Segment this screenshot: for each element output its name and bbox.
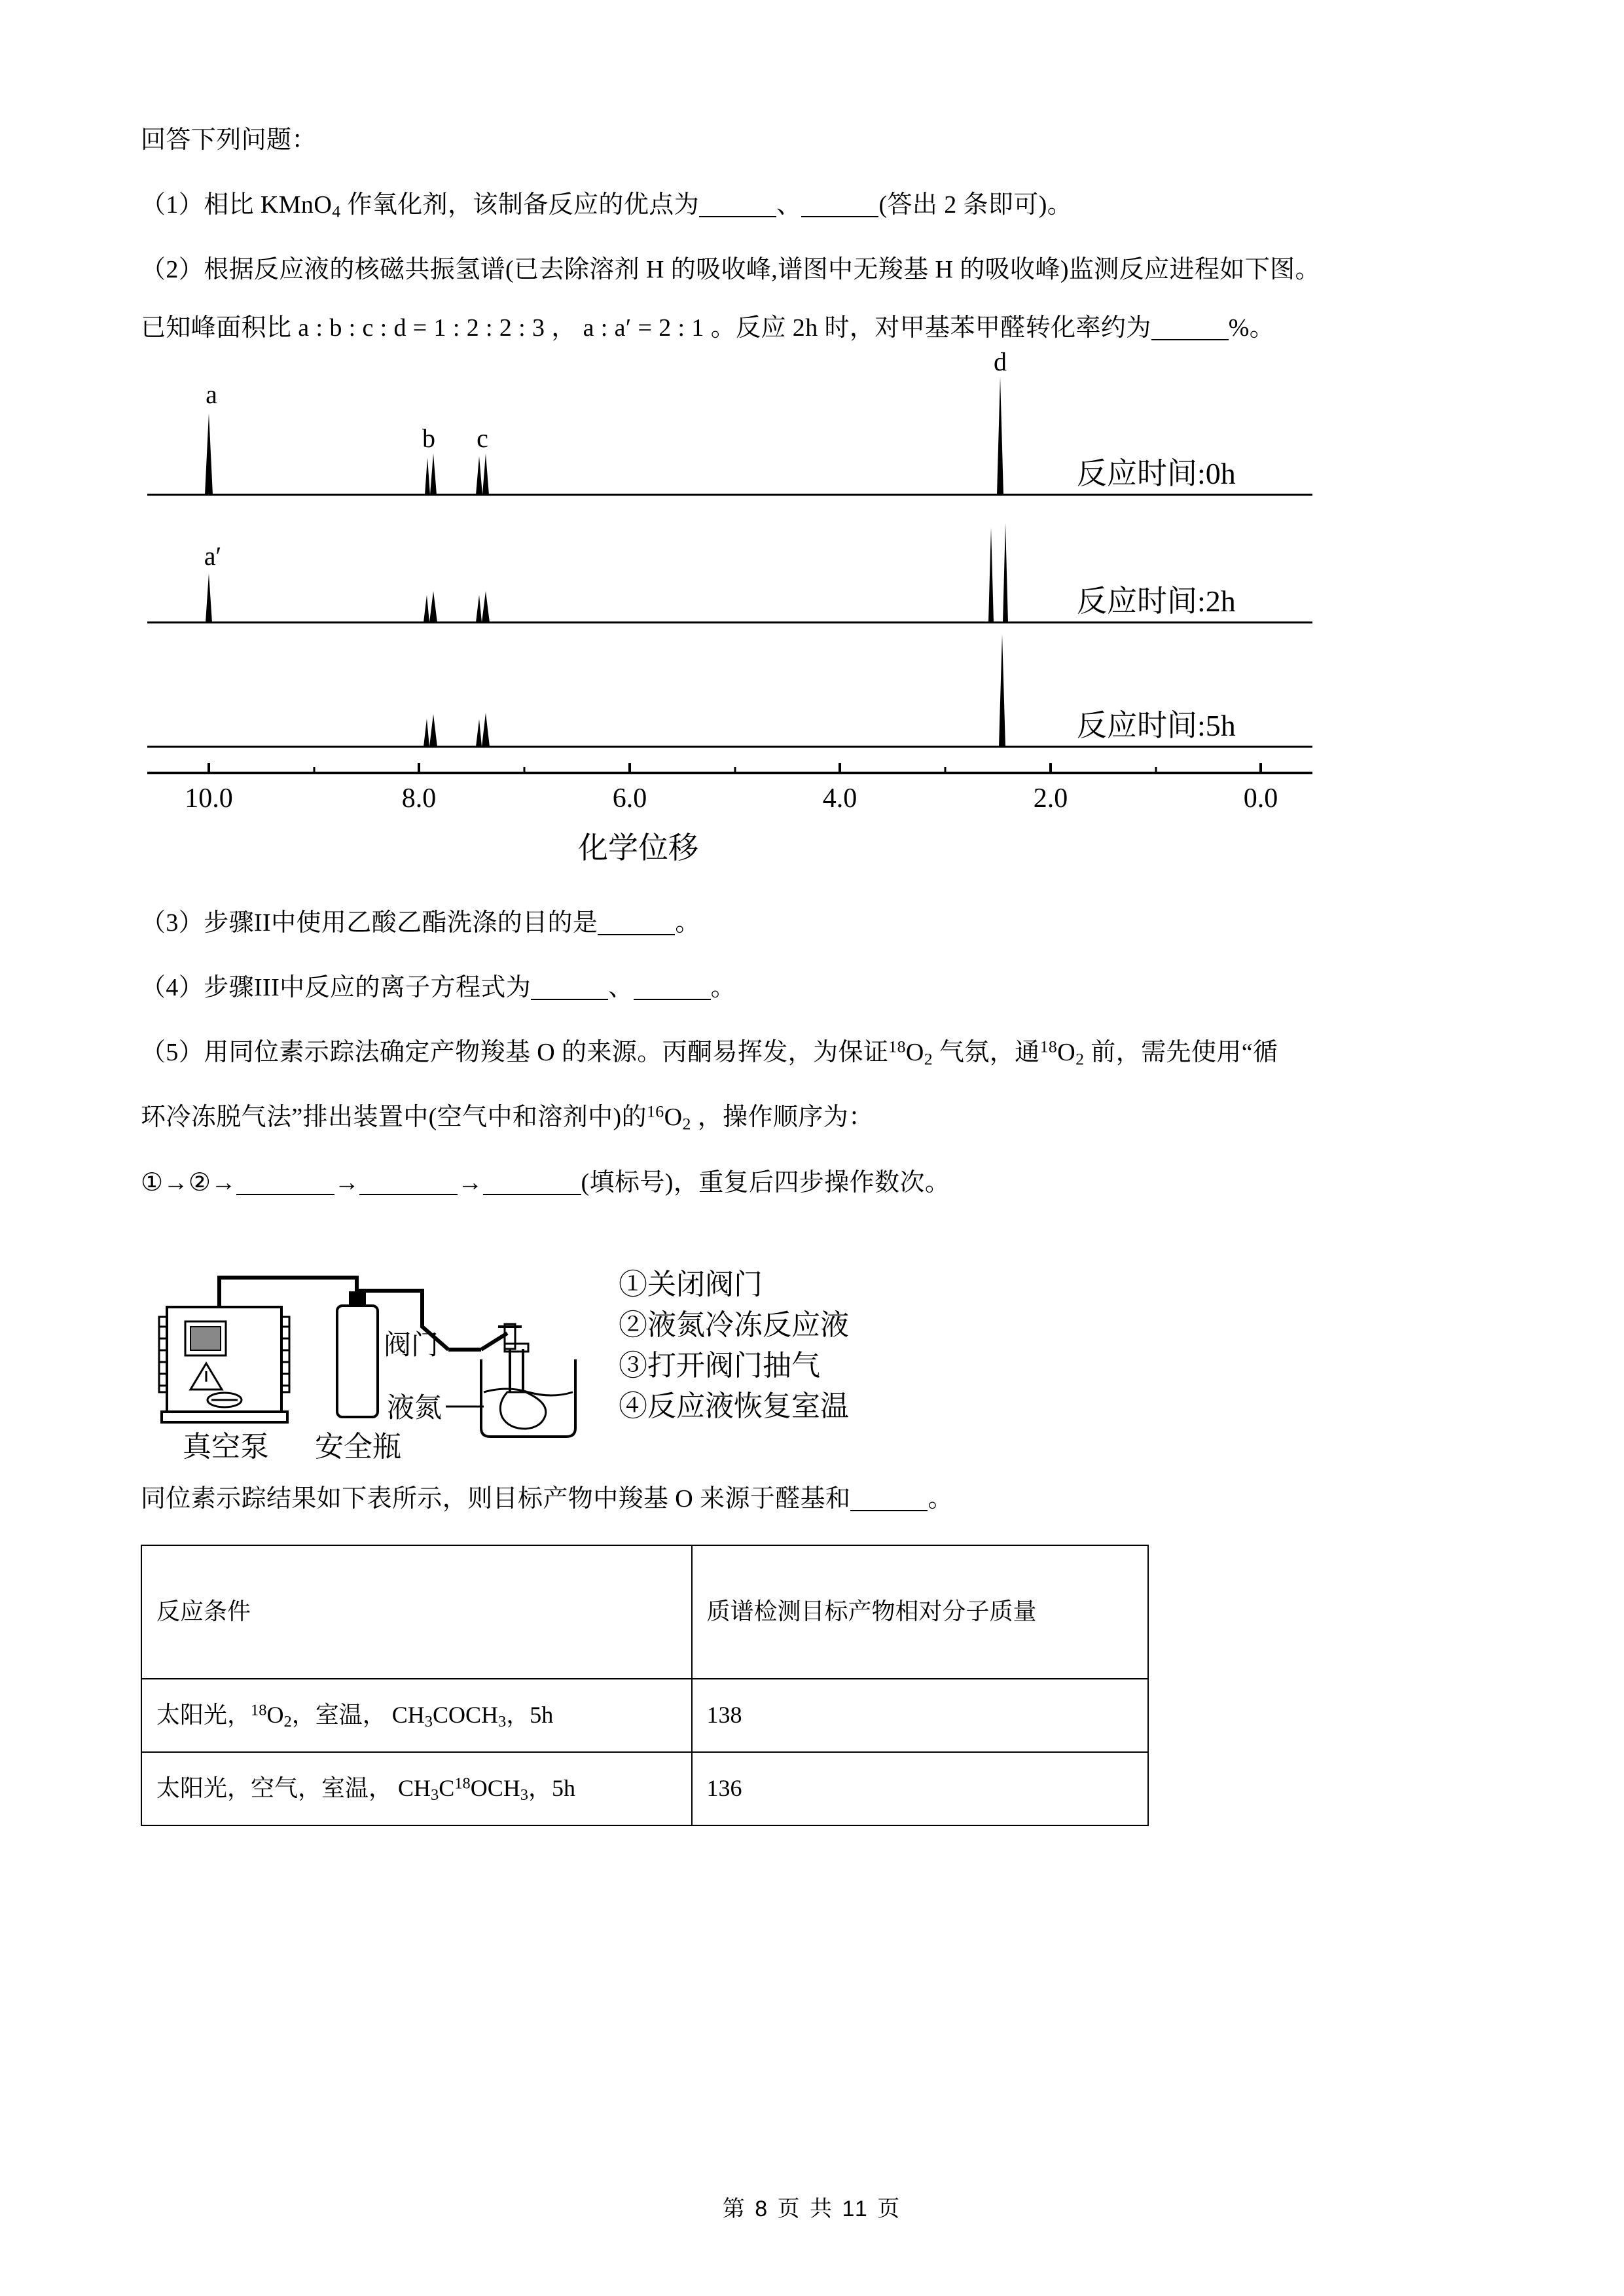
nmr-trace-2h [147, 523, 1312, 622]
xtick-8: 8.0 [401, 783, 437, 814]
peak-label-a-prime: a′ [204, 541, 222, 571]
apparatus-svg [141, 1229, 1110, 1471]
q3-blank[interactable] [598, 908, 675, 935]
trace-label-5h: 反应时间:5h [1077, 709, 1236, 743]
q5-o-a: O [905, 1038, 924, 1066]
q2-text-a: 已知峰面积比 a : b : c : d = 1 : 2 : 2 : 3 ， a : a′ = 2 : 1 。反应 2h 时，对甲基苯甲醛转化率约为 [141, 314, 1151, 342]
peak-label-a: a [206, 380, 217, 410]
peak-label-d: d [994, 347, 1007, 377]
q5-l1c: 气氛，通 [933, 1038, 1040, 1066]
r2-sub3b: 3 [520, 1786, 528, 1804]
page-footer: 第 8 页 共 11 页 [722, 2197, 902, 2221]
q4-blank-1[interactable] [531, 973, 608, 1000]
r2-sub3a: 3 [431, 1786, 439, 1804]
q5-blank-2[interactable] [359, 1168, 458, 1195]
xtick-10: 10.0 [185, 783, 233, 814]
label-valve: 阀门 [383, 1330, 439, 1361]
r1-e: ，5h [506, 1701, 554, 1728]
q1-mid: 作氧化剂，该制备反应的优点为 [340, 190, 700, 219]
table-row [141, 1752, 1148, 1825]
header-mass: 质谱检测目标产物相对分子质量 [692, 1545, 1148, 1679]
q5-l1e: 前，需先使用“循 [1084, 1038, 1278, 1066]
question-2-line1: （2）根据反应液的核磁共振氢谱(已去除溶剂 H 的吸收峰,谱图中无羧基 H 的吸收峰)监测反应进程如下图。 [141, 256, 1320, 284]
q4-text-b: 。 [710, 974, 736, 1002]
q5-blank-1[interactable] [236, 1168, 334, 1195]
r1-sub3a: 3 [424, 1712, 433, 1731]
q1-sub: 4 [332, 202, 341, 221]
nmr-svg [141, 347, 1483, 871]
r1-d: COCH [432, 1701, 498, 1728]
question-5-line1 [141, 1033, 1483, 1073]
question-5-line3 [141, 1164, 1483, 1202]
q4-sep: 、 [608, 974, 634, 1002]
safety-bottle [337, 1291, 378, 1417]
question-1 [141, 186, 1483, 225]
label-safety-bottle: 安全瓶 [315, 1430, 401, 1463]
apparatus-figure [141, 1229, 1483, 1471]
r2-d: ，5h [528, 1775, 575, 1802]
q5-sup-18b: 18 [1039, 1037, 1058, 1056]
cell-condition-1 [141, 1679, 692, 1752]
step-item-4: ④反应液恢复室温 [619, 1390, 849, 1422]
q3-text-a: （3）步骤II中使用乙酸乙酯洗涤的目的是 [141, 909, 598, 937]
label-vacuum-pump: 真空泵 [183, 1430, 269, 1463]
cell-mass-2: 136 [692, 1752, 1148, 1825]
nmr-trace-0h [147, 347, 1312, 495]
q1-blank-1[interactable] [699, 190, 776, 217]
intro-text: 回答下列问题： [141, 126, 317, 154]
q3-text-b: 。 [675, 909, 700, 937]
trace-label-2h: 反应时间:2h [1077, 584, 1236, 619]
q5-l2a: 环冷冻脱气法”排出装置中(空气中和溶剂中)的 [141, 1103, 647, 1132]
step-item-3: ③打开阀门抽气 [619, 1349, 820, 1382]
q5-arrow-2: → [458, 1168, 483, 1196]
r2-sup18: 18 [454, 1774, 471, 1793]
question-4 [141, 969, 1483, 1007]
peak-label-c: c [477, 423, 488, 454]
q2-blank[interactable] [1151, 313, 1229, 340]
xtick-4: 4.0 [822, 783, 857, 814]
q5-l3a: ①→②→ [141, 1168, 236, 1196]
r1-b: O [266, 1701, 284, 1728]
peak-label-b: b [422, 423, 435, 454]
r1-sub2: 2 [283, 1712, 292, 1731]
q5-arrow-1: → [334, 1168, 360, 1196]
tracer-intro-a: 同位素示踪结果如下表所示，则目标产物中羧基 O 来源于醛基和 [141, 1484, 851, 1513]
r1-sub3b: 3 [498, 1712, 507, 1731]
q4-text-a: （4）步骤III中反应的离子方程式为 [141, 974, 532, 1002]
table-header-row [141, 1545, 1148, 1679]
x-axis-title: 化学位移 [578, 831, 698, 865]
q2-text-b: %。 [1228, 314, 1275, 342]
q1-prefix: （1）相比 KMnO [141, 190, 333, 219]
step-item-2: ②液氮冷冻反应液 [619, 1308, 849, 1341]
label-liquid-nitrogen: 液氮 [386, 1393, 442, 1424]
r1-c: ，室温， CH [291, 1701, 425, 1728]
r2-c: OCH [470, 1775, 520, 1802]
q1-blank-2[interactable] [801, 190, 878, 217]
q5-sub-2c: 2 [682, 1114, 691, 1134]
step-item-1: ①关闭阀门 [619, 1268, 763, 1300]
header-conditions: 反应条件 [141, 1545, 692, 1679]
q5-sub-2b: 2 [1075, 1049, 1085, 1069]
nmr-x-axis [147, 763, 1312, 865]
tracer-results-table [141, 1545, 1149, 1827]
xtick-0: 0.0 [1243, 783, 1278, 814]
q5-sub-2a: 2 [924, 1049, 933, 1069]
q5-blank-3[interactable] [483, 1168, 581, 1195]
cell-mass-1: 138 [692, 1679, 1148, 1752]
trace-label-0h: 反应时间:0h [1077, 457, 1236, 491]
q4-blank-2[interactable] [634, 973, 711, 1000]
valve-and-flask [446, 1324, 575, 1437]
table-row [141, 1679, 1148, 1752]
q5-o-c: O [664, 1103, 683, 1132]
r2-b: C [439, 1775, 455, 1802]
r2-a: 太阳光，空气，室温， CH [156, 1775, 431, 1802]
q5-o-b: O [1057, 1038, 1076, 1066]
q5-sup-18a: 18 [888, 1037, 906, 1056]
q1-sep: 、 [776, 190, 802, 219]
cell-condition-2 [141, 1752, 692, 1825]
r1-a: 太阳光， [156, 1701, 251, 1728]
nmr-trace-5h [147, 634, 1312, 747]
question-2-line2 [141, 309, 1483, 348]
tracer-intro [141, 1480, 1483, 1518]
r1-sup18: 18 [251, 1700, 267, 1719]
question-3 [141, 904, 1483, 942]
question-5-line2 [141, 1098, 1483, 1138]
tracer-intro-b: 。 [928, 1484, 953, 1513]
q5-sup-16: 16 [646, 1102, 664, 1122]
vacuum-pump [159, 1307, 289, 1422]
q1-suffix: (答出 2 条即可)。 [878, 190, 1073, 219]
q5-l3b: (填标号)，重复后四步操作数次。 [581, 1168, 950, 1196]
q5-l2c: ，操作顺序为： [691, 1103, 874, 1132]
xtick-6: 6.0 [612, 783, 647, 814]
nmr-spectra-figure [141, 347, 1483, 897]
q5-l1a: （5）用同位素示踪法确定产物羧基 O 的来源。丙酮易挥发，为保证 [141, 1038, 889, 1066]
tracer-blank[interactable] [850, 1484, 928, 1511]
xtick-2: 2.0 [1033, 783, 1068, 814]
